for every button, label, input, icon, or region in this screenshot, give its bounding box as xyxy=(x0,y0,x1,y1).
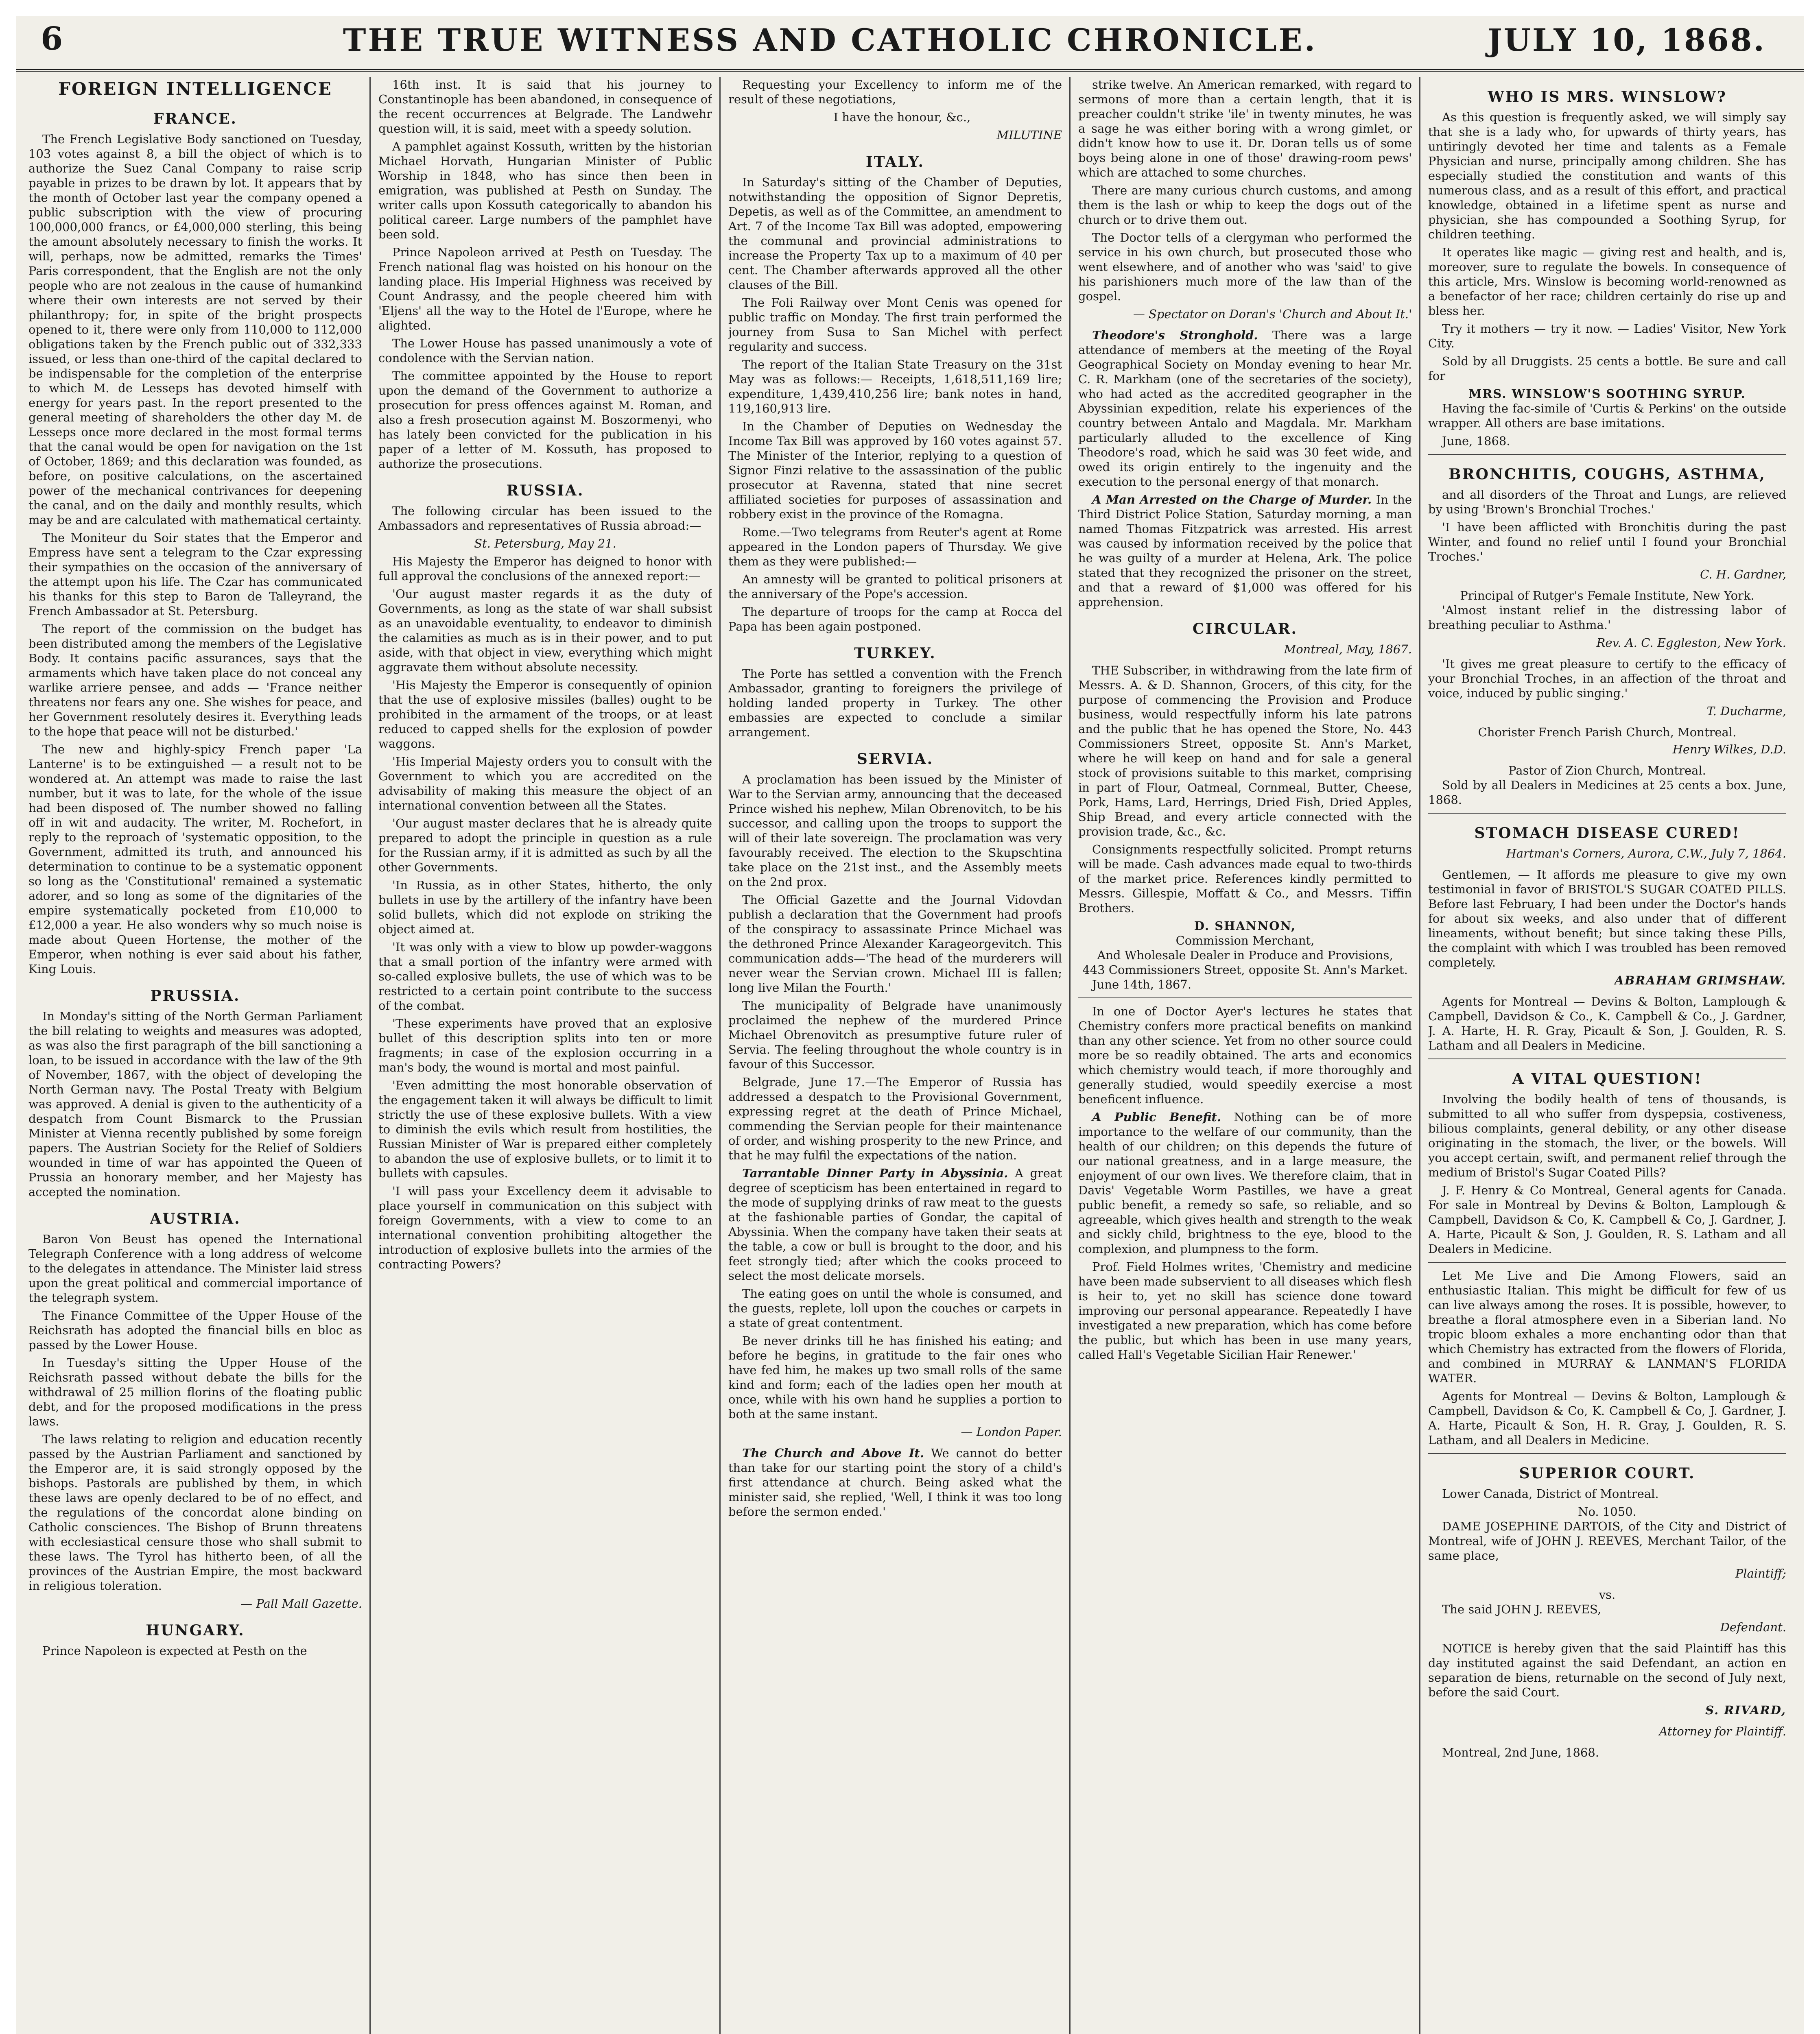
article-paragraph: The report of the commission on the budget has been distributed among the members of the Legislative Body. It contains pacific assurances, says that the armaments which have taken place do not conceal any warlike arriere pensee, and adds — 'France neither threatens nor fears any one. She wishes for peace, and her Government resolutely desires it. Everything leads to the hope that peace will not be disturbed.' xyxy=(28,622,362,738)
article-paragraph: The report of the Italian State Treasury on the 31st May was as follows:— Receipts, 1,618,511,169 lire; expenditure, 1,439,410,256 lire; bank notes in hand, 119,160,913 lire. xyxy=(728,358,1062,415)
divider xyxy=(1078,997,1412,998)
court-defendant: The said JOHN J. REEVES, xyxy=(1442,1602,1602,1616)
advertisement-paragraph: 'Almost instant relief in the distressing labor of breathing peculiar to Asthma.' xyxy=(1428,603,1786,632)
article-paragraph: 'Our august master regards it as the duty of Governments, as long as the state of war shall subsist as an unavoidable eventuality, to endeavor to diminish the calamities as much as is in their power, and to put aside, with that object in view, everything which might aggravate them without absolute necessity. xyxy=(378,587,712,674)
article-paragraph: Belgrade, June 17.—The Emperor of Russia has addressed a despatch to the Provisional Government, expressing regret at the death of Prince Michael, commending the Servian people for their maintenance of order, and wishing prosperity to the new Prince, and that he may fulfil the expectations of the nation. xyxy=(728,1075,1062,1162)
advertisement-paragraph: As this question is frequently asked, we will simply say that she is a lady who, for upwards of thirty years, has untiringly devoted her time and talents as a Female Physician and nurse, principally among children. She has especially studied the constitution and wants of this numerous class, and as a result of this effort, and practical knowledge, obtained in a lifetime spent as nurse and physician, she has compounded a Soothing Syrup, for children teething. xyxy=(1428,110,1786,241)
article-paragraph: A pamphlet against Kossuth, written by the historian Michael Horvath, Hungarian Minister of Public Worship in 1848, who has since then been in emigration, was published at Pesth on Sunday. The writer calls upon Kossuth categorically to abandon his political career. Large numbers of the pamphlet have been sold. xyxy=(378,140,712,241)
heading-italy: ITALY. xyxy=(865,153,925,170)
heading-servia: SERVIA. xyxy=(856,751,934,768)
article-paragraph: THE Subscriber, in withdrawing from the late firm of Messrs. A. & D. Shannon, Grocers, of this city, for the purpose of commencing the Provision and Produce business, would respectfully inform his late patrons and the public that he has opened the Store, No. 443 Commissioners Street, opposite St. Ann's Market, where he will keep on hand and for sale a general stock of provisions suitable to this market, comprising in part of Flour, Oatmeal, Cornmeal, Butter, Cheese, Pork, Hams, Lard, Herrings, Dried Fish, Dried Apples, Ship Bread, and every article connected with the provision trade, &c., &c. xyxy=(1078,663,1412,838)
advertisement-paragraph: J. F. Henry & Co Montreal, General agents for Canada. For sale in Montreal by Devins & Bolton, Lamplough & Campbell, Davidson & Co, K. Campbell & Co, J. Gardner, J. A. Harte, Picault & Son, J. Goulden, R. S. Latham and all Dealers in Medicine. xyxy=(1428,1183,1786,1256)
heading-hungary: HUNGARY. xyxy=(146,1622,245,1639)
article-paragraph: The eating goes on until the whole is consumed, and the guests, replete, loll upon the couches or carpets in a state of great contentment. xyxy=(728,1287,1062,1330)
article-paragraph: The committee appointed by the House to report upon the demand of the Government to authorize a prosecution for press offences against M. Roman, and also a fresh prosecution against M. Boszormenyi, who has lately been convicted for the publication in his paper of a letter of M. Kossuth, has proposed to authorize the prosecutions. xyxy=(378,369,712,471)
article-paragraph: The municipality of Belgrade have unanimously proclaimed the nephew of the murdered Prince Michael Obrenovitch as presumptive future ruler of Servia. The feeling throughout the whole country is in favour of this Successor. xyxy=(728,999,1062,1071)
court-defendant-label: Defendant. xyxy=(1720,1620,1786,1634)
attorney-signature: S. RIVARD, xyxy=(1705,1703,1786,1717)
article-paragraph: Prof. Field Holmes writes, 'Chemistry and medicine have been made subservient to all diseases which flesh is heir to, yet no skill has science done toward improving our personal appearance. Repeatedly I have investigated a new preparation, which has come before the public, but which has been in use many years, called Hall's Vegetable Sicilian Hair Renewer.' xyxy=(1078,1260,1412,1362)
advertisement-date: June, 1868. xyxy=(1442,434,1510,448)
column-1 xyxy=(28,77,362,2034)
article-paragraph xyxy=(728,1166,1062,1283)
divider xyxy=(1428,454,1786,455)
court-district: Lower Canada, District of Montreal. xyxy=(1442,1487,1659,1501)
divider xyxy=(1428,1453,1786,1454)
article-paragraph: 'I will pass your Excellency deem it advisable to place yourself in communication on this subject with foreign Governments, with a view to come to an international convention prohibiting altogether the introduction of explosive bullets into the armies of the contracting Powers? xyxy=(378,1184,712,1271)
masthead xyxy=(16,16,1804,72)
article-paragraph: The French Legislative Body sanctioned on Tuesday, 103 votes against 8, a bill the object of which is to authorize the Suez Canal Company to raise scrip payable in prizes to be drawn by lot. It appears that by the month of October last year the company opened a public subscription with the view of procuring 100,000,000 francs, or £4,000,000 sterling, this being the amount absolutely necessary to finish the works. It will, perhaps, now be admitted, remarks the Times' Paris correspondent, that the English are not the only people who are not zealous in the cause of humankind where their own interests are not served by their philanthropy; for, in spite of the bright prospects opened to it, there were only from 110,000 to 112,000 obligations taken by the French public out of 332,333 issued, or less than one-third of the capital declared to be indispensable for the completion of the enterprise to which M. de Lesseps has devoted himself with energy for years past. In the report presented to the general meeting of shareholders the other day M. de Lesseps once more declared in the most formal terms that the canal would be open for navigation on the 1st of October, 1869; and this declaration was founded, as before, on positive calculations, on the ascertained power of the mechanical contrivances for deepening the canal, and on the daily and monthly results, which may be and are calculated with mathematical certainty. xyxy=(28,132,362,527)
article-paragraph: The Porte has settled a convention with the French Ambassador, granting to foreigners the privilege of holding landed property in Turkey. The other embassies are expected to conclude a similar arrangement. xyxy=(728,667,1062,739)
advertisement-paragraph: It operates like magic — giving rest and health, and is, moreover, sure to regulate the bowels. In consequence of this article, Mrs. Winslow is becoming world-renowned as a benefactor of her race; children certainly do rise up and bless her. xyxy=(1428,245,1786,318)
testimonial-title: Pastor of Zion Church, Montreal. xyxy=(1508,764,1706,777)
article-paragraph: The Lower House has passed unanimously a vote of condolence with the Servian nation. xyxy=(378,336,712,365)
column-3 xyxy=(728,77,1062,2034)
article-paragraph xyxy=(1078,492,1412,609)
article-paragraph: 16th inst. It is said that his journey to Constantinople has been abandoned, in consequence of the recent occurrences at Belgrade. The Landwehr question will, it is said, meet with a speedy solution. xyxy=(378,78,712,135)
article-paragraph xyxy=(1078,328,1412,489)
signature: MILUTINE xyxy=(996,128,1062,142)
article-paragraph: In one of Doctor Ayer's lectures he states that Chemistry confers more practical benefits on mankind than any other science. Yet from no other source could more be so readily obtained. The arts and economics which chemistry would teach, if more thoroughly and generally studied, would speedily exercise a most beneficent influence. xyxy=(1078,1004,1412,1106)
article-paragraph: In Tuesday's sitting the Upper House of the Reichsrath passed without debate the bills for the withdrawal of 25 million florins of the floating public debt, and for the proposed modifications in the press laws. xyxy=(28,1356,362,1428)
article-paragraph: 'It was only with a view to blow up powder-waggons that a small portion of the infantry were armed with so-called explosive bullets, the use of which was to be restricted to a certain point contribute to the success of the combat. xyxy=(378,940,712,1013)
article-paragraph: In Monday's sitting of the North German Parliament the bill relating to weights and measures was adopted, as was also the first paragraph of the bill sanctioning a loan, to be issued in accordance with the law of the 9th of November, 1867, with the object of developing the North German navy. The Postal Treaty with Belgium was approved. A denial is given to the authenticity of a despatch from Count Bismarck to the Prussian Minister at Vienna recently published by some foreign papers. The Austrian Society for the Relief of Soldiers wounded in time of war has appointed the Queen of Prussia an honorary member, and her Majesty has accepted the nomination. xyxy=(28,1009,362,1199)
heading-vital-question: A VITAL QUESTION! xyxy=(1512,1070,1702,1087)
testimonial-signature: Henry Wilkes, D.D. xyxy=(1672,742,1786,756)
divider xyxy=(1428,813,1786,814)
article-source: — Spectator on Doran's 'Church and About It.' xyxy=(1133,307,1412,321)
section-heading-foreign-intelligence: FOREIGN INTELLIGENCE xyxy=(58,79,332,99)
article-paragraph: The laws relating to religion and education recently passed by the Austrian Parliament and sanctioned by the Emperor are, it is said strongly opposed by the bishops. Pastorals are published by them, in which these laws are openly declared to be of no effect, and the regulations of the concordat alone binding on Catholic consciences. The Bishop of Brunn threatens with ecclesiastical censure those who shall submit to these laws. The Tyrol has hitherto been, of all the provinces of the Austrian Empire, the most backward in religious toleration. xyxy=(28,1432,362,1593)
article-paragraph: 'In Russia, as in other States, hitherto, the only bullets in use by the artillery of the infantry have been solid bullets, which did not explode on striking the object aimed at. xyxy=(378,878,712,936)
column-2 xyxy=(378,77,712,2034)
article-paragraph: The departure of troops for the camp at Rocca del Papa has been again postponed. xyxy=(728,605,1062,633)
article-subheading: Theodore's Stronghold. xyxy=(1092,328,1258,342)
article-paragraph: I have the honour, &c., xyxy=(833,110,971,124)
advertiser-address: 443 Commissioners Street, opposite St. Ann's Market. xyxy=(1082,963,1408,977)
testimonial-signature: ABRAHAM GRIMSHAW. xyxy=(1615,973,1786,987)
article-paragraph: 'His Imperial Majesty orders you to consult with the Government to which you are accredited on the advisability of making this measure the object of an international convention between all the States. xyxy=(378,755,712,812)
advertisement-date: June 14th, 1867. xyxy=(1092,978,1192,991)
column-rule xyxy=(719,77,721,2034)
advertiser-title: Commission Merchant, xyxy=(1175,934,1315,947)
testimonial-signature: T. Ducharme, xyxy=(1706,704,1786,718)
testimonial-title: Chorister French Parish Church, Montreal. xyxy=(1478,725,1737,739)
heading-stomach-disease: STOMACH DISEASE CURED! xyxy=(1474,825,1740,842)
product-name: MRS. WINSLOW'S SOOTHING SYRUP. xyxy=(1468,387,1746,401)
article-text: Nothing can be of more importance to the welfare of our community, than the health of our children; on this depends the future of our national greatness, and in a large measure, the enjoyment of our own lives. We therefore claim, that in Davis' Vegetable Worm Pastilles, we have a great public benefit, a remedy so safe, so reliable, and so agreeable, which gives health and strength to the weak and sickly child, brightness to the eye, blood to the complexion, and plumpness to the form. xyxy=(1078,1110,1412,1256)
heading-russia: RUSSIA. xyxy=(506,482,584,499)
article-paragraph xyxy=(1078,1110,1412,1256)
article-paragraph: Prince Napoleon is expected at Pesth on the xyxy=(42,1644,307,1658)
advertisement-paragraph: Try it mothers — try it now. — Ladies' Visitor, New York City. xyxy=(1428,322,1786,350)
column-rule xyxy=(1419,77,1420,2034)
advertisement-paragraph: Gentlemen, — It affords me pleasure to give my own testimonial in favor of BRISTOL'S SUGAR COATED PILLS. Before last February, I had been under the Doctor's hands for about six weeks, and also under that of different lineaments, without benefit; but since taking these Pills, the complaint with which I was troubled has been removed completely. xyxy=(1428,868,1786,969)
advertiser-business: And Wholesale Dealer in Produce and Provisions, xyxy=(1097,948,1393,962)
article-paragraph: In Saturday's sitting of the Chamber of Deputies, notwithstanding the opposition of Signor Depretis, Depetis, as well as of the Committee, an amendment to Art. 7 of the Income Tax Bill was adopted, empowering the communal and provincial administrations to increase the Property Tax up to a maximum of 40 per cent. The Chamber afterwards approved all the other clauses of the Bill. xyxy=(728,175,1062,292)
court-versus: vs. xyxy=(1599,1588,1616,1602)
page-number: 6 xyxy=(41,20,63,57)
advertisement-paragraph: Involving the bodily health of tens of thousands, is submitted to all who suffer from dyspepsia, costiveness, bilious complaints, general debility, or any other disease originating in the stomach, the liver, or the bowels. Will you accept certain, swift, and permanent relief through the medium of Bristol's Sugar Coated Pills? xyxy=(1428,1092,1786,1179)
court-plaintiff-label: Plaintiff; xyxy=(1735,1567,1786,1580)
advertisement-paragraph: 'I have been afflicted with Bronchitis during the past Winter, and found no relief until I found your Bronchial Troches.' xyxy=(1428,520,1786,563)
divider xyxy=(1428,1262,1786,1263)
court-plaintiff: DAME JOSEPHINE DARTOIS, of the City and District of Montreal, wife of JOHN J. REEVES, Merchant Tailor, of the same place, xyxy=(1428,1519,1786,1563)
article-paragraph: Rome.—Two telegrams from Reuter's agent at Rome appeared in the London papers of Thursday. We give them as they were published:— xyxy=(728,525,1062,568)
heading-bronchitis: BRONCHITIS, COUGHS, ASTHMA, xyxy=(1449,466,1766,483)
heading-france: FRANCE. xyxy=(153,110,237,127)
dateline: St. Petersburg, May 21. xyxy=(474,537,616,550)
column-rule xyxy=(1069,77,1071,2034)
article-paragraph: 'His Majesty the Emperor is consequently of opinion that the use of explosive missiles (balles) ought to be prohibited in the armament of the troops, or at least reduced to capped shells for the explosion of powder waggons. xyxy=(378,678,712,751)
advertisement-paragraph: Having the fac-simile of 'Curtis & Perkins' on the outside wrapper. All others are base imitations. xyxy=(1428,402,1786,430)
heading-circular: CIRCULAR. xyxy=(1192,620,1298,637)
article-subheading: A Man Arrested on the Charge of Murder. xyxy=(1092,493,1372,506)
article-paragraph: 'These experiments have proved that an explosive bullet of this description splits into ten or more fragments; in case of the explosion occurring in a man's body, the wound is mortal and most painful. xyxy=(378,1017,712,1074)
heading-prussia: PRUSSIA. xyxy=(150,987,240,1004)
newspaper-page xyxy=(16,16,1804,2034)
advertisement-paragraph: Let Me Live and Die Among Flowers, said an enthusiastic Italian. This might be difficult for few of us can live always among the roses. It is possible, however, to breathe a floral atmosphere even in a Siberian land. No tropic bloom exhales a more enchanting odor than that which Chemistry has extracted from the flowers of Florida, and combined in MURRAY & LANMAN'S FLORIDA WATER. xyxy=(1428,1269,1786,1385)
article-subheading: A Public Benefit. xyxy=(1092,1110,1221,1124)
article-paragraph: 'Even admitting the most honorable observation of the engagement taken it will always be difficult to limit strictly the use of these explosive bullets. With a view to diminish the evils which result from hostilities, the Russian Minister of War is prepared either completely to abandon the use of explosive bullets, or to limit it to bullets with capsules. xyxy=(378,1078,712,1180)
article-paragraph: The Foli Railway over Mont Cenis was opened for public traffic on Monday. The first train performed the journey from Susa to San Michel with perfect regularity and success. xyxy=(728,296,1062,354)
column-5 xyxy=(1428,77,1786,2034)
advertiser-name: D. SHANNON, xyxy=(1194,919,1296,933)
attorney-title: Attorney for Plaintiff. xyxy=(1659,1724,1786,1738)
advertisement-paragraph: and all disorders of the Throat and Lungs, are relieved by using 'Brown's Bronchial Troches.' xyxy=(1428,488,1786,516)
article-paragraph: strike twelve. An American remarked, with regard to sermons of more than a certain length, that it is preacher couldn't strike 'ile' in twenty minutes, he was a sage he was either boring with a wrong gimlet, or didn't know how to use it. Dr. Doran tells us of some boys being alone in one of those' drawing-room pews' which are attached to some churches. xyxy=(1078,78,1412,179)
testimonial-title: Principal of Rutger's Female Institute, New York. xyxy=(1460,589,1754,602)
court-number: No. 1050. xyxy=(1578,1505,1636,1519)
article-text: A great degree of scepticism has been entertained in regard to the mode of supplying drinks of raw meat to the guests at the fashionable parties of Gondar, the capital of Abyssinia. When the company have taken their seats at the table, a cow or bull is brought to the door, and his feet strongly tied; after which the cooks proceed to select the most delicate morsels. xyxy=(728,1166,1062,1283)
article-paragraph xyxy=(728,1446,1062,1519)
article-subheading: Tarrantable Dinner Party in Abyssinia. xyxy=(742,1166,1008,1180)
testimonial-signature: C. H. Gardner, xyxy=(1700,567,1786,581)
heading-turkey: TURKEY. xyxy=(854,645,936,662)
newspaper-title: THE TRUE WITNESS AND CATHOLIC CHRONICLE. xyxy=(343,22,1317,58)
advertisement-paragraph: Sold by all Dealers in Medicines at 25 cents a box. June, 1868. xyxy=(1428,778,1786,807)
article-paragraph: The new and highly-spicy French paper 'La Lanterne' is to be extinguished — a result not to be wondered at. An attempt was made to raise the last number, but it was to late, for the whole of the issue had been disposed of. The number showed no falling off in wit and audacity. The writer, M. Rochefort, in reply to the reproach of 'systematic opposition, to the Government, admitted its truth, and announced his determination to continue to be a systematic opponent so long as the 'Constitutional' remained a systematic adorer, and so long as some of the dignitaries of the empire systematically pocketed from £10,000 to £12,000 a year. He also wonders why so much noise is made about Queen Hortense, the mother of the Emperor, when nothing is ever said about his father, King Louis. xyxy=(28,742,362,976)
article-paragraph: The Doctor tells of a clergyman who performed the service in his own church, but prosecuted those who went elsewhere, and of another who was 'said' to give his parishioners much more of the law than of the gospel. xyxy=(1078,231,1412,303)
article-paragraph: Be never drinks till he has finished his eating; and before he begins, in gratitude to the fair ones who have fed him, he makes up two small rolls of the same kind and form; each of the ladies open her mouth at once, while with his own hand he supplies a portion to both at the same instant. xyxy=(728,1334,1062,1421)
court-date: Montreal, 2nd June, 1868. xyxy=(1442,1746,1599,1759)
testimonial-signature: Rev. A. C. Eggleston, New York. xyxy=(1596,636,1786,650)
issue-date: JULY 10, 1868. xyxy=(1487,22,1766,58)
article-paragraph: The Moniteur du Soir states that the Emperor and Empress have sent a telegram to the Czar expressing their sympathies on the occasion of the anniversary of the attempt upon his life. The Czar has communicated his thanks for this step to Baron de Talleyrand, the French Ambassador at St. Petersburg. xyxy=(28,531,362,618)
article-paragraph: A proclamation has been issued by the Minister of War to the Servian army, announcing that the deceased Prince wished his nephew, Milan Obrenovitch, to be his successor, and calling upon the troops to support the will of their late sovereign. The proclamation was very favourably received. The election to the Skupschtina take place on the 21st inst., and the Assembly meets on the 2nd prox. xyxy=(728,773,1062,889)
advertisement-paragraph: Agents for Montreal — Devins & Bolton, Lamplough & Campbell, Davidson & Co, K. Campbell & Co, J. Gardner, J. A. Harte, Picault & Son, H. R. Gray, J. Goulden, R. S. Latham, and all Dealers in Medicine. xyxy=(1428,1389,1786,1447)
column-rule xyxy=(369,77,371,2034)
article-subheading: The Church and Above It. xyxy=(742,1446,924,1460)
dateline: Montreal, May, 1867. xyxy=(1284,642,1412,656)
dateline: Hartman's Corners, Aurora, C.W., July 7, 1864. xyxy=(1506,847,1786,860)
article-text: We cannot do better than take for our starting point the story of a child's first attendance at church. Being asked what the minister said, she replied, 'Well, I think it was too long before the sermon ended.' xyxy=(728,1446,1062,1519)
heading-winslow: WHO IS MRS. WINSLOW? xyxy=(1488,88,1727,105)
advertisement-paragraph: Agents for Montreal — Devins & Bolton, Lamplough & Campbell, Davidson & Co., K. Campbell & Co., J. Gardner, J. A. Harte, H. R. Gray, Picault & Son, J. Goulden, R. S. Latham and all Dealers in Medicine. xyxy=(1428,995,1786,1052)
article-paragraph: 'Our august master declares that he is already quite prepared to adopt the principle in question as a rule for the Russian army, if it is admitted as such by all the other Governments. xyxy=(378,816,712,874)
article-paragraph: Consignments respectfully solicited. Prompt returns will be made. Cash advances made equal to two-thirds of the market price. References kindly permitted to Messrs. Gillespie, Moffatt & Co., and Messrs. Tiffin Brothers. xyxy=(1078,842,1412,915)
article-source: — London Paper. xyxy=(961,1425,1062,1439)
heading-superior-court: SUPERIOR COURT. xyxy=(1519,1465,1695,1482)
article-paragraph: His Majesty the Emperor has deigned to honor with full approval the conclusions of the annexed report:— xyxy=(378,554,712,583)
article-text: In the Third District Police Station, Saturday morning, a man named Thomas Fitzpatrick was arrested. His arrest was caused by information received by the police that he was guilty of a murder at Helena, Ark. The police stated that they recognized the prisoner on the street, and that a reward of $1,000 was offered for his apprehension. xyxy=(1078,493,1412,609)
article-paragraph: The Official Gazette and the Journal Vidovdan publish a declaration that the Government had proofs of the conspiracy to assassinate Prince Michael was the dethroned Prince Alexander Karageorgevitch. This communication adds—'The head of the murderers will never wear the Servian crown. Michael III is fallen; long live Milan the Fourth.' xyxy=(728,893,1062,995)
article-paragraph: Baron Von Beust has opened the International Telegraph Conference with a long address of welcome to the delegates in attendance. The Minister laid stress upon the great political and commercial importance of the telegraph system. xyxy=(28,1232,362,1305)
court-notice: NOTICE is hereby given that the said Plaintiff has this day instituted against the said Defendant, an action en separation de biens, returnable on the second of July next, before the said Court. xyxy=(1428,1641,1786,1699)
divider xyxy=(1428,1058,1786,1059)
article-text: There was a large attendance of members at the meeting of the Royal Geographical Society on Monday evening to hear Mr. C. R. Markham (one of the secretaries of the society), who had acted as the accredited geographer in the Abyssinian expedition, relate his experiences of the country between Antalo and Magdala. Mr. Markham particularly alluded to the excellence of King Theodore's road, which he said was 30 feet wide, and owed its origin entirely to the ingenuity and the execution to the personal energy of that monarch. xyxy=(1078,328,1412,489)
article-paragraph: Requesting your Excellency to inform me of the result of these negotiations, xyxy=(728,78,1062,106)
article-paragraph: Prince Napoleon arrived at Pesth on Tuesday. The French national flag was hoisted on his honour on the landing place. His Imperial Highness was received by Count Andrassy, and the people cheered him with 'Eljens' all the way to the Hotel de l'Europe, where he alighted. xyxy=(378,245,712,332)
article-source: — Pall Mall Gazette. xyxy=(240,1597,362,1611)
column-4 xyxy=(1078,77,1412,2034)
article-paragraph: An amnesty will be granted to political prisoners at the anniversary of the Pope's accession. xyxy=(728,572,1062,601)
article-paragraph: The Finance Committee of the Upper House of the Reichsrath has adopted the financial bills en bloc as passed by the Lower House. xyxy=(28,1309,362,1352)
advertisement-paragraph: Sold by all Druggists. 25 cents a bottle. Be sure and call for xyxy=(1428,354,1786,383)
article-paragraph: The following circular has been issued to the Ambassadors and representatives of Russia abroad:— xyxy=(378,504,712,533)
heading-austria: AUSTRIA. xyxy=(150,1210,241,1227)
advertisement-paragraph: 'It gives me great pleasure to certify to the efficacy of your Bronchial Troches, in an affection of the throat and voice, induced by public singing.' xyxy=(1428,657,1786,700)
article-paragraph: In the Chamber of Deputies on Wednesday the Income Tax Bill was approved by 160 votes against 57. The Minister of the Interior, replying to a question of Signor Finzi relative to the assassination of the public prosecutor at Ravenna, stated that nine secret affiliated societies for purposes of assassination and robbery exist in the province of the Romagna. xyxy=(728,419,1062,521)
article-paragraph: There are many curious church customs, and among them is the lash or whip to keep the dogs out of the church or to drive them out. xyxy=(1078,183,1412,227)
